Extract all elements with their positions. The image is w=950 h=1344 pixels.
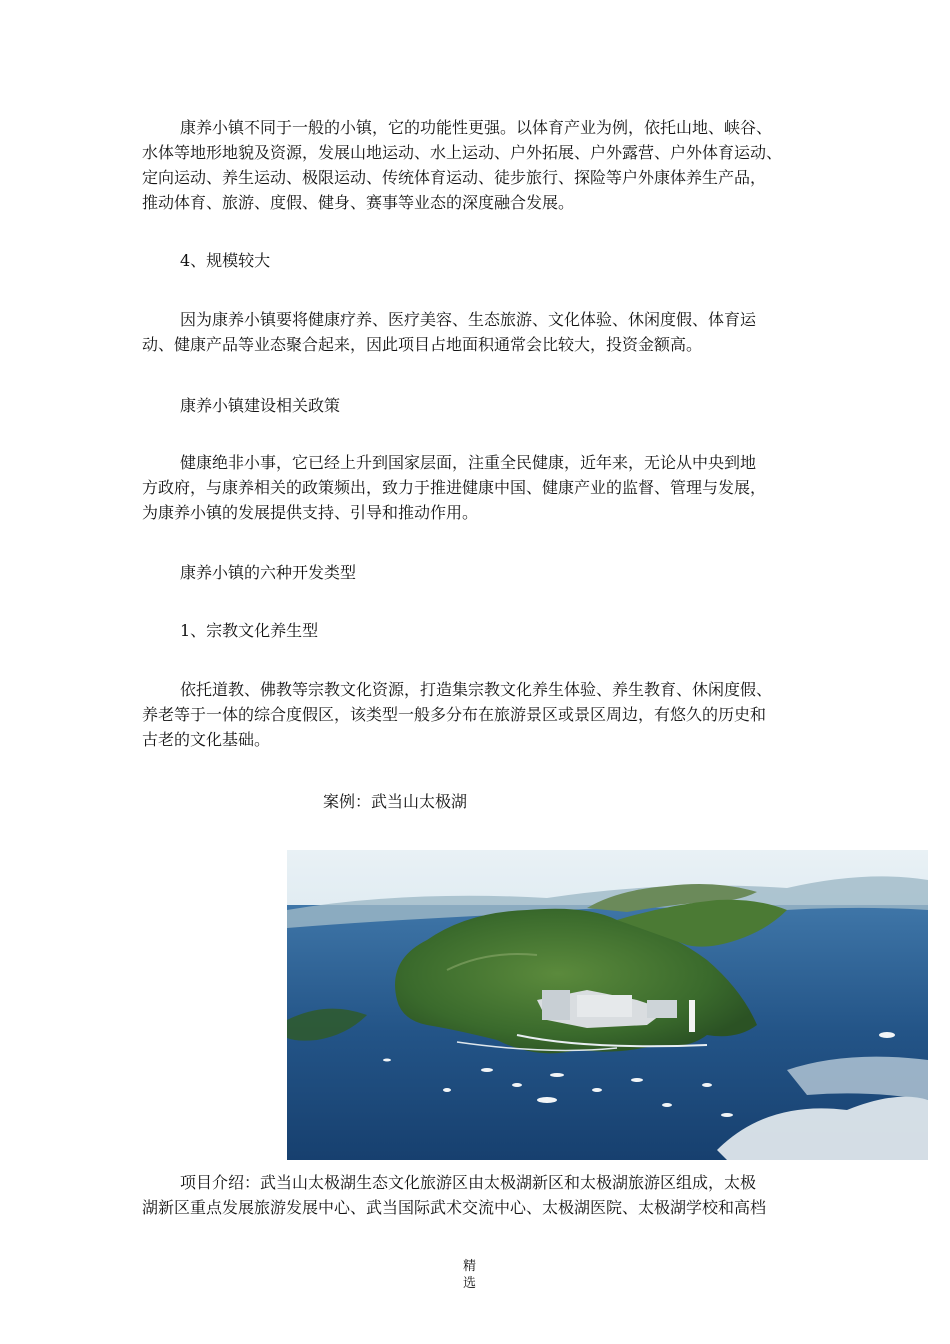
heading-policy: 康养小镇建设相关政策 [180,396,341,415]
footer-char: 精 [463,1259,477,1274]
paragraph-line: 康养小镇不同于一般的小镇，它的功能性更强。以体育产业为例，依托山地、峡谷、 [180,118,773,137]
paragraph-religious-type [142,677,822,752]
page-footer [463,1258,476,1292]
paragraph-policy [142,450,822,525]
paragraph-line: 定向运动、养生运动、极限运动、传统体育运动、徒步旅行、探险等户外康体养生产品， [142,168,767,187]
paragraph-line: 为康养小镇的发展提供支持、引导和推动作用。 [142,503,479,522]
footer-char: 选 [463,1276,477,1291]
paragraph-line: 湖新区重点发展旅游发展中心、武当国际武术交流中心、太极湖医院、太极湖学校和高档 [142,1198,767,1217]
paragraph-line: 养老等于一体的综合度假区，该类型一般多分布在旅游景区或景区周边，有悠久的历史和 [142,705,767,724]
taiji-lake-aerial-photo [287,850,928,1160]
heading-religious-type: 1、宗教文化养生型 [180,621,319,640]
paragraph-line: 依托道教、佛教等宗教文化资源，打造集宗教文化养生体验、养生教育、休闲度假、 [180,680,773,699]
paragraph-line: 健康绝非小事，它已经上升到国家层面，注重全民健康，近年来，无论从中央到地 [180,453,757,472]
heading-six-types: 康养小镇的六种开发类型 [180,563,357,582]
paragraph-line: 方政府，与康养相关的政策频出，致力于推进健康中国、健康产业的监督、管理与发展， [142,478,767,497]
paragraph-line: 因为康养小镇要将健康疗养、医疗美容、生态旅游、文化体验、休闲度假、体育运 [180,310,757,329]
paragraph-sports-industry [142,115,822,215]
paragraph-line: 动、健康产品等业态聚合起来，因此项目占地面积通常会比较大，投资金额高。 [142,335,703,354]
paragraph-line: 推动体育、旅游、度假、健身、赛事等业态的深度融合发展。 [142,193,575,212]
case-caption: 案例：武当山太极湖 [323,792,468,811]
aerial-illustration [287,850,928,1160]
heading-large-scale: 4、规模较大 [180,251,271,270]
paragraph-line: 水体等地形地貌及资源，发展山地运动、水上运动、户外拓展、户外露营、户外体育运动、 [142,143,783,162]
paragraph-line: 古老的文化基础。 [142,730,271,749]
paragraph-project-intro [142,1170,822,1220]
paragraph-large-scale [142,307,822,357]
paragraph-line: 项目介绍：武当山太极湖生态文化旅游区由太极湖新区和太极湖旅游区组成，太极 [180,1173,757,1192]
